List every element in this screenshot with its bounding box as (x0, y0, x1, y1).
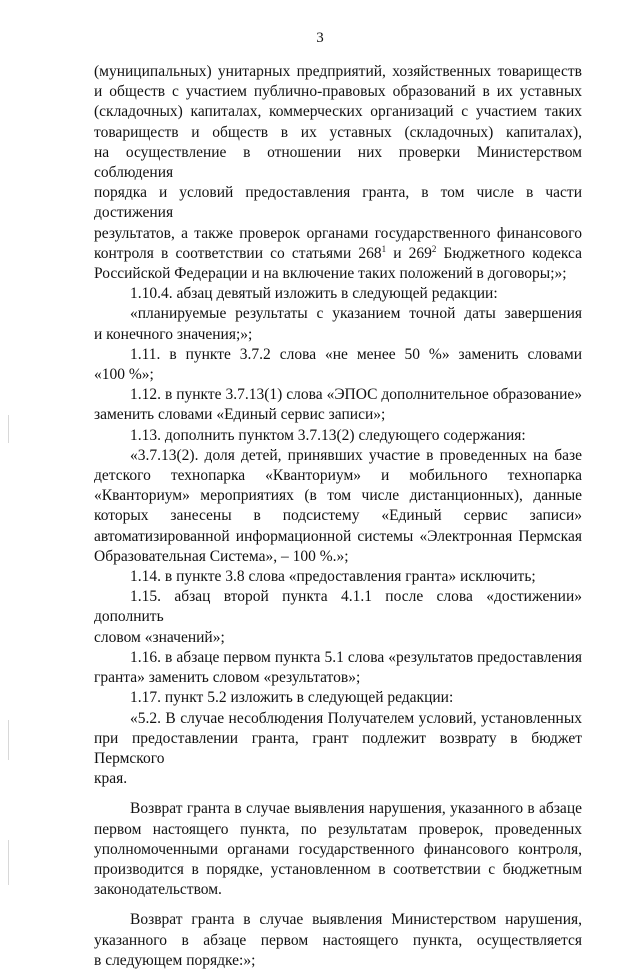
text-fragment: и 269 (386, 244, 432, 262)
text-line: производится в порядке, установленном в соответствии с бюджетным (94, 860, 582, 878)
text-line: «100 %»; (94, 366, 154, 384)
text-line: Возврат гранта в случае выявления нарушения, указанного в абзаце (130, 800, 582, 818)
text-line: 1.16. в абзаце первом пункта 5.1 слова «результатов предоставления (130, 648, 582, 666)
item-1-10-4: 1.10.4. абзац девятый изложить в следующей редакции: (130, 285, 498, 303)
text-line: порядка и условий предоставления гранта, в том числе в части достижения (94, 184, 582, 222)
item-1-11 (94, 345, 582, 385)
text-line: 1.11. в пункте 3.7.2 слова «не менее 50 %» заменить словами (130, 345, 582, 363)
text-line: (муниципальных) унитарных предприятий, хозяйственных товариществ (94, 63, 582, 80)
return-paragraph-1 (94, 799, 582, 900)
text-line: Возврат гранта в случае выявления Министерством нарушения, (130, 911, 582, 929)
paragraph-continuation (94, 62, 582, 284)
item-1-14: 1.14. в пункте 3.8 слова «предоставления гранта» исключить; (130, 568, 536, 586)
document-body (94, 62, 582, 971)
quote-results (94, 304, 582, 344)
text-line: при предоставлении гранта, грант подлежит возврату в бюджет Пермского (94, 729, 582, 767)
text-line: Российской Федерации и на включение таких положений в договоры;»; (94, 265, 567, 283)
text-line-with-superscripts (94, 244, 582, 264)
text-line: и конечного значения;»; (94, 325, 253, 343)
page-number: 3 (316, 30, 324, 46)
text-line: которых занесены в подсистему «Единый сервис записи» (94, 507, 582, 525)
text-line: 1.12. в пункте 3.7.13(1) слова «ЭПОС дополнительное образование» (130, 386, 582, 404)
quote-5-2 (94, 709, 582, 790)
text-line: словом «значений»; (94, 628, 225, 646)
text-fragment: контроля в соответствии со статьями 268 (94, 244, 382, 262)
return-paragraph-2 (94, 910, 582, 971)
text-line: «планируемые результаты с указанием точной даты завершения (130, 305, 582, 323)
text-line: детского технопарка «Кванториум» и мобильного технопарка (94, 467, 582, 485)
item-1-16 (94, 648, 582, 688)
superscript: 1 (381, 243, 387, 254)
text-line: заменить словами «Единый сервис записи»; (94, 406, 386, 424)
text-line: края. (94, 770, 128, 788)
text-line: указанного в абзаце первом настоящего пункта, осуществляется (94, 931, 582, 949)
scan-margin-mark (8, 840, 9, 885)
item-1-12 (94, 385, 582, 425)
text-line: 1.15. абзац второй пункта 4.1.1 после слова «достижении» дополнить (94, 588, 582, 626)
scan-margin-mark (8, 720, 9, 760)
text-line: уполномоченными органами государственного финансового контроля, (94, 840, 582, 858)
text-line: гранта» заменить словом «результатов»; (94, 669, 361, 687)
text-line: товариществ и обществ в их уставных (складочных) капиталах), (94, 123, 582, 141)
text-line: на осуществление в отношении них проверки Министерством соблюдения (94, 143, 582, 182)
text-fragment: Бюджетного кодекса (436, 244, 582, 262)
scan-margin-mark (8, 415, 9, 443)
text-line: в следующем порядке:»; (94, 951, 256, 969)
text-line: первом настоящего пункта, по результатам проверок, проведенных (94, 820, 582, 838)
quote-3-7-13-2 (94, 446, 582, 567)
text-line: Образовательная Система», – 100 %.»; (94, 547, 349, 565)
text-line: автоматизированной информационной системы «Электронная Пермская (94, 527, 582, 545)
superscript: 2 (431, 243, 437, 254)
text-line: законодательством. (94, 881, 222, 899)
item-1-15 (94, 587, 582, 648)
text-line: «5.2. В случае несоблюдения Получателем условий, установленных (130, 709, 582, 727)
text-line: результатов, а также проверок органами государственного финансового (94, 224, 582, 242)
item-1-17: 1.17. пункт 5.2 изложить в следующей редакции: (130, 689, 454, 707)
text-line: «3.7.13(2). доля детей, принявших участие в проведенных на базе (130, 446, 582, 464)
text-line: «Кванториум» мероприятиях (в том числе дистанционных), данные (94, 487, 582, 505)
text-line: (складочных) капиталах, коммерческих организаций с участием таких (94, 103, 582, 121)
item-1-13: 1.13. дополнить пунктом 3.7.13(2) следующего содержания: (130, 426, 526, 444)
text-line: и обществ с участием публично-правовых образований в их уставных (94, 83, 582, 101)
